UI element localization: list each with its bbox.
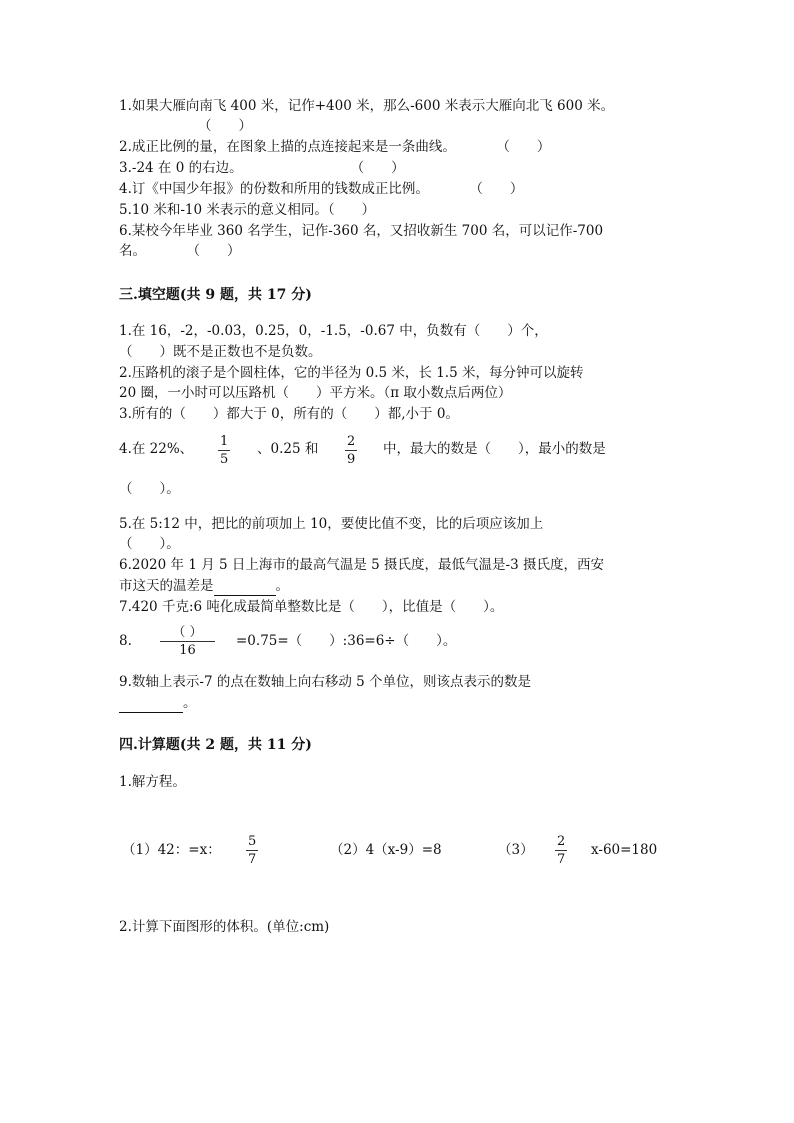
fill-q4-line2: （ ）。 xyxy=(119,481,180,497)
equation-1-prefix: （1）42：=x： xyxy=(122,842,221,858)
equation-3-suffix: x-60=180 xyxy=(591,842,658,858)
fill-q6-end: 。 xyxy=(275,578,289,594)
fraction-numerator: 2 xyxy=(557,834,566,849)
fraction-denominator: 5 xyxy=(220,452,229,467)
equation-2: （2）4（x-9）=8 xyxy=(330,842,442,858)
fill-q9-line2 xyxy=(119,694,197,713)
fraction-two-sevenths xyxy=(555,834,567,867)
fill-q9-end: 。 xyxy=(183,695,197,711)
fill-q9-line1: 9.数轴上表示-7 的点在数轴上向右移动 5 个单位，则该点表示的数是 xyxy=(119,674,531,690)
fill-q8-prefix: 8. xyxy=(119,633,132,649)
fill-q6-line1: 6.2020 年 1 月 5 日上海市的最高气温是 5 摄氏度，最低气温是-3 摄氏度，西安 xyxy=(119,557,604,573)
equation-3-prefix: （3） xyxy=(498,842,534,858)
tf-q1-answer-paren[interactable]: （ ） xyxy=(198,118,252,134)
answer-blank[interactable] xyxy=(214,577,276,596)
fraction-numerator: 2 xyxy=(347,434,356,449)
fraction-denominator: 16 xyxy=(179,643,196,658)
fraction-blank-over-16 xyxy=(160,625,215,658)
section-3-title: 三.填空题(共 9 题，共 17 分) xyxy=(119,287,312,303)
fill-q3: 3.所有的（ ）都大于 0，所有的（ ）都,小于 0。 xyxy=(119,406,459,422)
fill-q8-suffix: =0.75=（ ）:36=6÷（ ）。 xyxy=(236,633,457,649)
fraction-numerator: 5 xyxy=(248,834,257,849)
fill-q5-line2: （ ）。 xyxy=(119,536,180,552)
tf-q6-line2: 名。 （ ） xyxy=(119,243,241,259)
tf-q3: 3.-24 在 0 的右边。 （ ） xyxy=(119,160,405,176)
calc-q1: 1.解方程。 xyxy=(119,774,186,790)
fraction-five-sevenths xyxy=(246,834,258,867)
tf-q6-line1: 6.某校今年毕业 360 名学生，记作-360 名，又招收新生 700 名，可以记作-700 xyxy=(119,223,604,239)
fraction-bar xyxy=(246,850,258,851)
tf-q4: 4.订《中国少年报》的份数和所用的钱数成正比例。 （ ） xyxy=(119,181,524,197)
fill-q5-line1: 5.在 5:12 中，把比的前项加上 10，要使比值不变，比的后项应该加上 xyxy=(119,516,544,532)
fraction-denominator: 9 xyxy=(347,452,356,467)
fill-q2-line2: 20 圈，一小时可以压路机（ ）平方米。（π 取小数点后两位） xyxy=(119,385,512,401)
fraction-bar xyxy=(555,850,567,851)
fill-q7: 7.420 千克:6 吨化成最简单整数比是（ ），比值是（ ）。 xyxy=(119,599,504,615)
calc-q2: 2.计算下面图形的体积。(单位:cm) xyxy=(119,919,330,935)
section-4-title: 四.计算题(共 2 题，共 11 分) xyxy=(119,737,312,753)
fill-q4-prefix: 4.在 22%、 xyxy=(119,441,194,457)
tf-q5: 5.10 米和-10 米表示的意义相同。（ ） xyxy=(119,202,376,218)
fraction-bar xyxy=(345,450,357,451)
fraction-bar xyxy=(218,450,230,451)
fill-q6-text: 市这天的温差是 xyxy=(119,578,214,594)
fraction-denominator: 7 xyxy=(557,852,566,867)
fraction-numerator[interactable]: （ ） xyxy=(172,625,203,640)
fill-q1-line2: （ ）既不是正数也不是负数。 xyxy=(119,344,322,360)
fraction-two-ninths xyxy=(345,434,357,467)
tf-q2: 2.成正比例的量，在图象上描的点连接起来是一条曲线。 （ ） xyxy=(119,139,551,155)
fill-q4-mid: 、0.25 和 xyxy=(257,441,319,457)
tf-q1-line1: 1.如果大雁向南飞 400 米，记作+400 米，那么-600 米表示大雁向北飞 600 米。 xyxy=(119,98,615,114)
fill-q4-suffix: 中，最大的数是（ ），最小的数是 xyxy=(383,441,606,457)
fraction-bar xyxy=(160,641,215,642)
fill-q1-line1: 1.在 16，-2，-0.03，0.25，0，-1.5，-0.67 中，负数有（ ）个， xyxy=(119,323,548,339)
answer-blank[interactable] xyxy=(119,694,183,713)
fill-q6-line2 xyxy=(119,577,289,596)
fraction-numerator: 1 xyxy=(220,434,229,449)
fraction-one-fifth xyxy=(218,434,230,467)
fraction-denominator: 7 xyxy=(248,852,257,867)
fill-q2-line1: 2.压路机的滚子是个圆柱体，它的半径为 0.5 米，长 1.5 米，每分钟可以旋转 xyxy=(119,365,584,381)
